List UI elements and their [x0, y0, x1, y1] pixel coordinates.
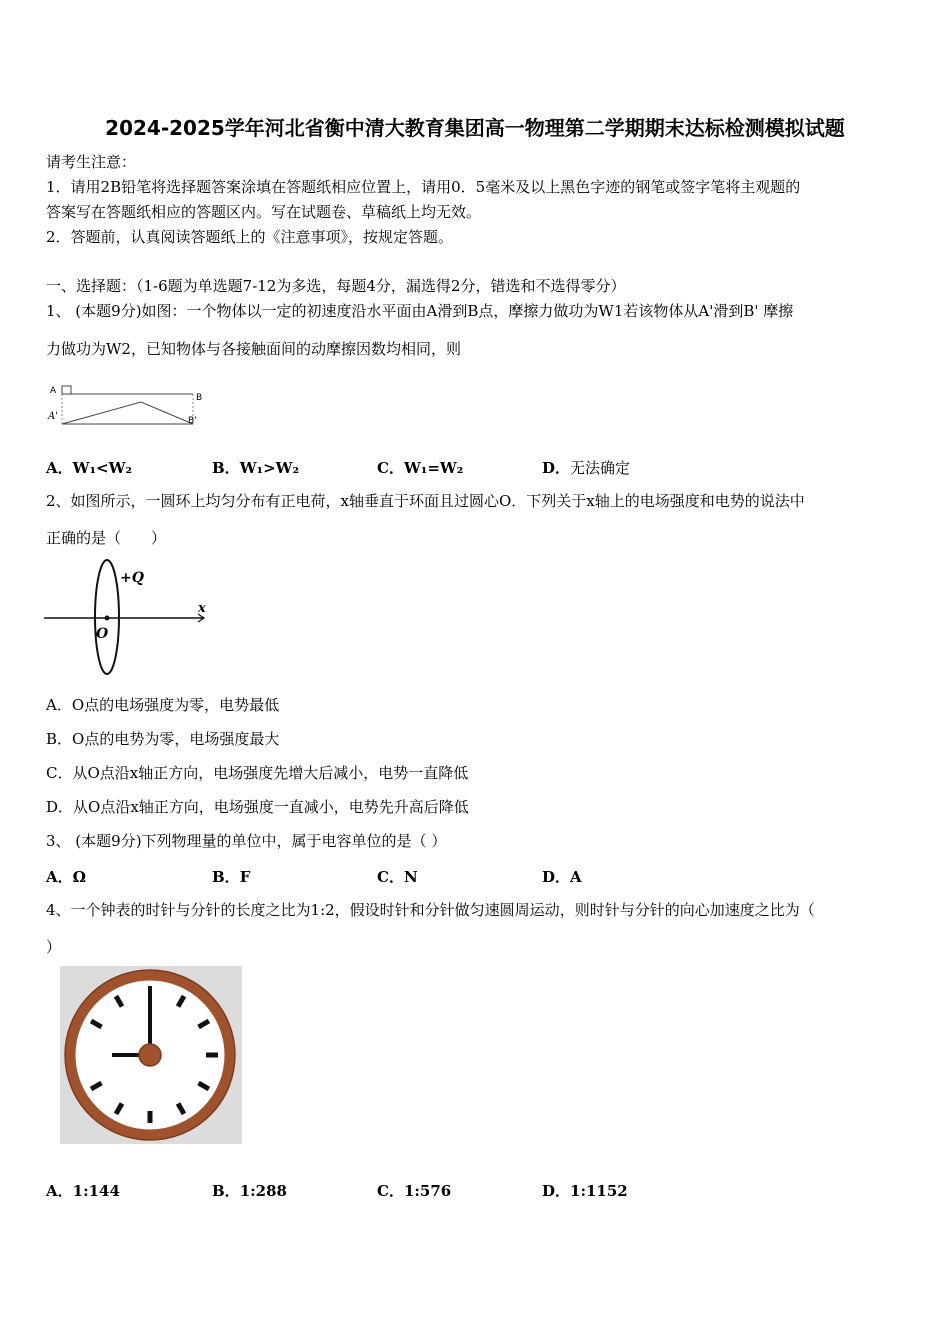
q2-stem-line-1: 2、如图所示，一圆环上均匀分布有正电荷，x轴垂直于环面且过圆心O．下列关于x轴上的电场强度和电势的说法中	[46, 492, 805, 510]
q2-option-c: C．从O点沿x轴正方向，电场强度先增大后减小，电势一直降低	[46, 764, 469, 782]
q4-option-c: C．1:576	[377, 1182, 452, 1200]
q1-fig-label-b-prime: B'	[188, 416, 197, 426]
clock-figure	[60, 966, 242, 1144]
page-title: 2024-2025学年河北省衡中清大教育集团高一物理第二学期期末达标检测模拟试题	[105, 116, 845, 140]
section-heading: 一、选择题：（1-6题为单选题7-12为多选，每题4分，漏选得2分，错选和不选得零分）	[46, 277, 626, 295]
q1-fig-label-b: B	[196, 393, 203, 403]
q3-option-b: B．F	[212, 868, 251, 886]
q2-fig-label-charge: +Q	[120, 570, 144, 586]
q4-stem-line-1: 4、一个钟表的时针与分针的长度之比为1:2，假设时针和分针做匀速圆周运动，则时针与分针的向心加速度之比为（	[46, 901, 815, 919]
q2-stem-line-2: 正确的是（ ）	[46, 529, 167, 547]
q1-option-c: C．W₁=W₂	[377, 459, 464, 477]
q3-option-d: D．A	[542, 868, 582, 886]
q1-option-a: A．W₁<W₂	[46, 459, 133, 477]
q3-stem: 3、 (本题9分)下列物理量的单位中，属于电容单位的是（ ）	[46, 832, 447, 850]
q4-option-b: B．1:288	[212, 1182, 287, 1200]
q4-option-d: D．1:1152	[542, 1182, 628, 1200]
q1-option-b: B．W₁>W₂	[212, 459, 300, 477]
q1-fig-label-a-prime: A'	[48, 411, 58, 422]
notice-heading: 请考生注意：	[46, 153, 137, 171]
q1-fig-label-a: A	[50, 386, 57, 396]
q2-option-a: A．O点的电场强度为零，电势最低	[46, 696, 280, 714]
q3-option-a: A．Ω	[46, 868, 86, 886]
q1-option-d: D．无法确定	[542, 459, 631, 477]
q2-option-b: B．O点的电势为零，电场强度最大	[46, 730, 280, 748]
notice-item-1-line-1: 1．请用2B铅笔将选择题答案涂填在答题纸相应位置上，请用0．5毫米及以上黑色字迹的钢笔或签字笔将主观题的	[46, 178, 801, 196]
q2-charged-ring-figure	[44, 558, 214, 680]
clock-center-cap	[139, 1044, 161, 1066]
q1-incline-figure	[46, 378, 216, 430]
q1-stem-line-1: 1、 (本题9分)如图：一个物体以一定的初速度沿水平面由A滑到B点，摩擦力做功为W1若该物体从A'滑到B' 摩擦	[46, 302, 794, 320]
q3-option-c: C．N	[377, 868, 418, 886]
q4-option-a: A．1:144	[46, 1182, 120, 1200]
q2-option-d: D．从O点沿x轴正方向，电场强度一直减小，电势先升高后降低	[46, 798, 469, 816]
q4-stem-line-2: ）	[46, 938, 62, 956]
notice-item-2: 2．答题前，认真阅读答题纸上的《注意事项》，按规定答题。	[46, 228, 454, 246]
q1-stem-line-2: 力做功为W2，已知物体与各接触面间的动摩擦因数均相同，则	[46, 340, 461, 358]
notice-item-1-line-2: 答案写在答题纸相应的答题区内。写在试题卷、草稿纸上均无效。	[46, 203, 482, 221]
q2-fig-label-center: O	[96, 626, 109, 642]
q2-fig-label-axis: x	[198, 601, 206, 616]
